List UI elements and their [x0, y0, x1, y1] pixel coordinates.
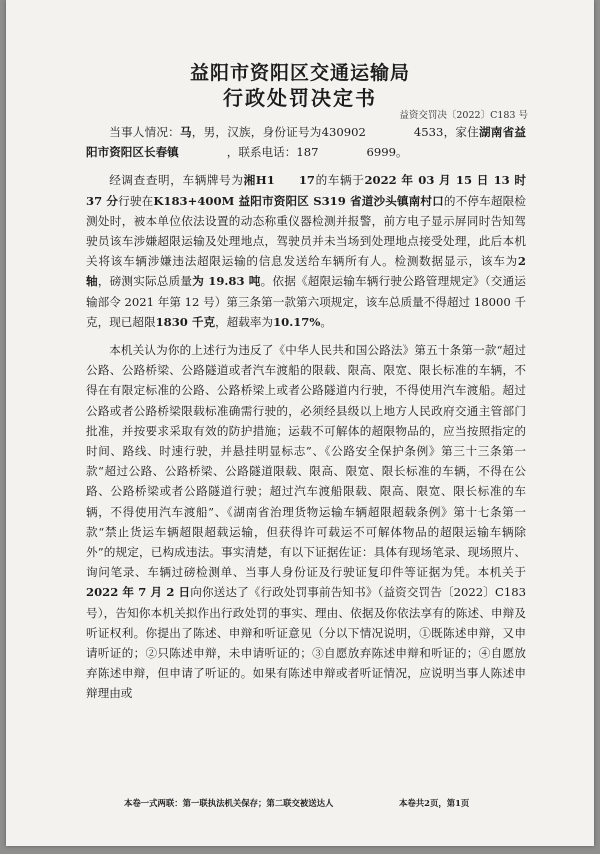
- vehicle-plate-tail: 17: [298, 173, 315, 188]
- facts-text: 行驶在: [118, 193, 154, 208]
- evidence-text: 事实清楚，有以下证据佐证：具体有现场笔录、现场照片、询问笔录、车辆过磅检测单、当事人身份证及行驶证复印件等证据为凭。本机关于: [86, 545, 526, 580]
- footer-copies: 本卷一式两联：第一联执法机关保存；第二联交被送达人: [124, 798, 334, 808]
- party-text: ，家住: [443, 125, 479, 139]
- party-text: 。: [395, 145, 408, 160]
- party-phone-tail: 6999: [366, 145, 396, 160]
- facts-text: 的不停车超限检测处时，被本单位依法设置的动态称重仪器检测并报警，前方电子显示屏同时告知驾驶员该车涉嫌超限运输及处理地点，驾驶员并未当场到处理地点接受处理，此后本机关将该车辆涉嫌违法超限运输的信息发送给车辆所有人。检测数据显示，该车为: [86, 193, 526, 269]
- vehicle-plate: 湘H1: [243, 173, 275, 188]
- law-text: 本机关认为你的上述行为违反了《中华人民共和国公路法》第五十条第一款“超过公路、公路桥梁、公路隧道或者汽车渡船的限载、限高、限宽、限长标准的车辆，不得在有限定标准的公路、公路桥梁上或者公路隧道内行驶，不得使用汽车渡船。超过公路或者公路桥梁限载标准确需行驶的，必须经县级以上地方人民政府交通主管部门批准，并按要求采取有效的防护措施；运载不可解体的超限物品的，应当按照指定的时间、路线、时速行驶，并悬挂明显标志”、《公路安全保护条例》第三十三条第一款“超过公路、公路桥梁、公路隧道限载、限高、限宽、限长标准的车辆，不得在公路、公路桥梁或者公路隧道行驶；超过汽车渡船限载、限高、限宽、限长标准的车辆，不得使用汽车渡船”、《湖南省治理货物运输车辆超限超载条例》第十七条第一款“禁止货运车辆超限超载运输，但获得许可载运不可解体物品的超限运输车辆除外”的规定，已构成违法。: [86, 343, 526, 560]
- document-title: 行政处罚决定书: [223, 86, 377, 110]
- overload-rate: 10.17%: [273, 314, 321, 329]
- violation-datetime: 2022 年 03 月 15 日 13 时 37 分: [86, 173, 526, 208]
- agency-name: 益阳市资阳区交通运输局: [189, 62, 410, 84]
- party-phone-prefix: ，联系电话：187: [226, 145, 319, 160]
- party-name: 马: [179, 125, 192, 139]
- document-body: [86, 122, 526, 704]
- document-number: 益资交罚决〔2022〕C183 号: [399, 110, 528, 121]
- document-page: [6, 0, 594, 846]
- overweight-amount: 1830 千克: [155, 314, 216, 329]
- party-address: 湖南省益阳市资阳区长春镇: [86, 125, 526, 160]
- party-label: 当事人情况：: [109, 125, 180, 139]
- facts-text: 。依据《超限运输车辆行驶公路管理规定》（交通运输部令 2021 年第 12 号）第三条第一款第六项规定，该车总质量不得超过 18000 千克，现已超限: [86, 274, 526, 329]
- notice-text: 向你送达了《行政处罚事前告知书》（益资交罚告〔2022〕C183 号），告知你本机关拟作出行政处罚的事实、理由、依据及你依法享有的陈述、申辩及听证权利。你提出了陈述、申辩和听证意见（分以下情况说明，①既陈述申辩，又申请听证的；②只陈述申辩，未申请听证的；③自愿放弃陈述申辩和听证的；④自愿放弃陈述申辩，但申请了听证的。如果有陈述申辩或者听证情况，应说明当事人陈述申辩理由或: [86, 585, 526, 701]
- facts-text: 经调查查明，车辆牌号为: [109, 173, 244, 188]
- party-id-tail: 4533: [413, 125, 444, 139]
- party-id-prefix: ，男，汉族，身份证号为430902: [191, 125, 366, 139]
- footer-page-count: 本卷共2页，第1页: [399, 798, 470, 808]
- violation-location: K183+400M 益阳市资阳区 S319 省道沙头镇南村口: [153, 193, 444, 208]
- axle-count: 2 轴: [86, 254, 526, 289]
- notice-date: 2022 年 7 月 2 日: [86, 585, 191, 600]
- party-paragraph: [86, 122, 526, 162]
- facts-text: ，超载率为: [215, 314, 274, 329]
- facts-text: 的车辆于: [314, 173, 365, 188]
- facts-text: 。: [320, 314, 332, 329]
- facts-text: ，磅测实际总质量: [97, 274, 193, 289]
- measured-weight: 为 19.83 吨: [192, 274, 261, 289]
- law-paragraph: [86, 340, 526, 704]
- facts-paragraph: [86, 170, 526, 332]
